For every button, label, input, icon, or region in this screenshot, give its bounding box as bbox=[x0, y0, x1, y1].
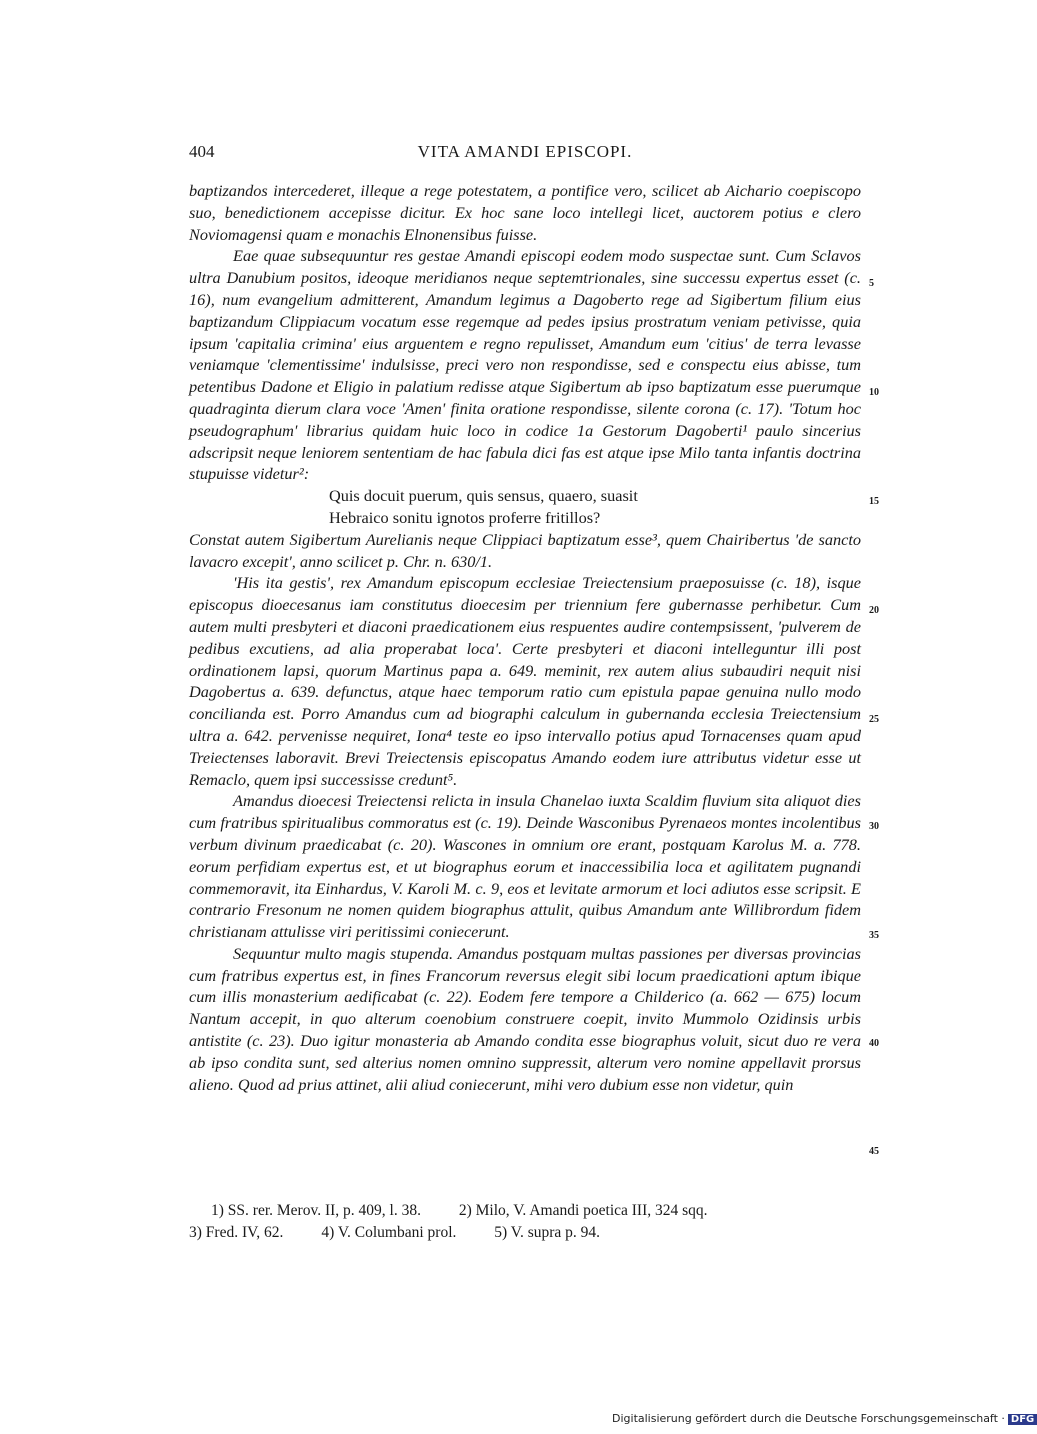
paragraph: 'His ita gestis', rex Amandum episcopum ecclesiae Treiectensium praeposuisse (c. 18), isque episcopus dioecesanus iam constitutus dioecesim per triennium fere gubernasse perhibetur. Cum autem multi presbyteri et diaconi praedicationem eius respuentes audire contempsissent, 'pulverem de pedibus excutiens, ad alia properabat loca'. Certe presbyteri et diaconi intelleguntur illi post ordinationem lapsi, quorum Martinus papa a. 649. meminit, rex autem alius subaudiri nequit nisi Dagobertus a. 639. defunctus, atque haec temporum ratio cum epistula papae genuina nullo modo concilianda est. Porro Amandus cum ad biographi calculum in gubernanda ecclesia Treiectensium ultra a. 642. pervenisse nequiret, Iona⁴ teste eo ipso intervallo potius apud Tornacenses quam apud Treiectenses laboravit. Brevi Treiectensis episcopatus Amando eodem iure attributus videtur esse ut Remaclo, quem ipsi successisse credunt⁵. bbox=[189, 573, 861, 789]
paragraph: Sequuntur multo magis stupenda. Amandus postquam multas passiones per diversas provincias cum fratribus expertus est, in fines Francorum reversus elegit sibi locum praedicationi aptum ibique cum illis monasterium aedificabat (c. 22). Eodem fere tempore a Childerico (a. 662 — 675) locum Nantum accepit, in quo alterum coenobium construere coepit, invito Mummolo Ozidinsis urbis antistite (c. 23). Duo igitur monasteria ab Amando condita esse biographus voluit, sicut duo re vera ab ipso condita sunt, sed alterius nomen omnino suppressit, alterum vero nomine appellavit prorsus alieno. Quod ad prius attinet, alii aliud coniecerunt, mihi vero dubium esse non videtur, quin bbox=[189, 943, 861, 1094]
line-number: 10 bbox=[869, 387, 879, 398]
running-title: VITA AMANDI EPISCOPI. bbox=[417, 142, 633, 161]
digitization-credit bbox=[612, 1412, 1037, 1425]
paragraph: baptizandos intercederet, illeque a rege potestatem, a pontifice vero, scilicet ab Aichario coepiscopo suo, benedictionem accepisse dicitur. Ex hoc sane loco intellegi licet, auctorem potius e clero Noviomagensi quam e monachis Elnonensibus fuisse. bbox=[189, 181, 861, 244]
line-number: 5 bbox=[869, 278, 874, 289]
footnote: 2) Milo, V. Amandi poetica III, 324 sqq. bbox=[458, 1202, 708, 1219]
page-number: 404 bbox=[189, 142, 215, 161]
page-header bbox=[189, 142, 861, 164]
line-number: 30 bbox=[869, 821, 879, 832]
line-number: 20 bbox=[869, 605, 879, 616]
line-number: 45 bbox=[869, 1146, 879, 1157]
paragraph: Amandus dioecesi Treiectensi relicta in insula Chanelao iuxta Scaldim fluvium sita aliquot dies cum fratribus spiritualibus commoratus est (c. 19). Deinde Wasconibus Pyrenaeos montes incolentibus verbum divinum praedicabat (c. 20). Wascones in omnium ore erant, postquam Karolus M. a. 778. eorum perfidiam expertus est, et ut biographus eorum et inaccessibilia loca et agilitatem pugnandi commemoravit, ita Einhardus, V. Karoli M. c. 9, eos et levitate armorum et loci adiutos esse scripsit. E contrario Fresonum ne nomen quidem biographus attulit, quibus Amandum ante Willibrordum fidem christianam attulisse viri peritissimi coniecerunt. bbox=[189, 791, 861, 942]
footnote: 4) V. Columbani prol. bbox=[321, 1224, 457, 1241]
footnote: 3) Fred. IV, 62. bbox=[189, 1224, 284, 1241]
credit-text: Digitalisierung gefördert durch die Deutsche Forschungsgemeinschaft · bbox=[612, 1412, 1005, 1425]
line-number: 25 bbox=[869, 714, 879, 725]
footnote: 5) V. supra p. 94. bbox=[494, 1224, 601, 1241]
verse-line: Hebraico sonitu ignotos proferre fritillos? bbox=[329, 507, 601, 527]
footnotes bbox=[189, 1200, 861, 1244]
verse-line: Quis docuit puerum, quis sensus, quaero, suasit bbox=[329, 486, 638, 506]
dfg-logo: DFG bbox=[1008, 1414, 1037, 1425]
footnote: 1) SS. rer. Merov. II, p. 409, l. 38. bbox=[211, 1202, 421, 1219]
paragraph: Eae quae subsequuntur res gestae Amandi episcopi eodem modo suspectae sunt. Cum Sclavos ultra Danubium positos, ideoque meridianos neque septemtrionales, sine successu expertus esset (c. 16), num evangelium admitterent, Amandum legimus a Dagoberto rege ad Sigibertum filium eius baptizandum Clippiacum vocatum esse regemque ad pedes ipsius prostratum veniam petivisse, quia ipsum 'capitalia crimina' eius arguentem e regno repulisset, Amandum eum 'citius' de terra levasse veniamque 'clementissime' indulsisse, preci vero non respondisse, sed e conspectu eius abisse, tum petentibus Dadone et Eligio in palatium redisse atque Sigibertum ab ipso baptizatum esse puerumque quadraginta dierum clara voce 'Amen' finita oratione respondisse, silente corona (c. 17). 'Totum hoc pseudographum' librarius quidam huic loco in codice 1a Gestorum Dagoberti¹ paulo sincerius adscripsit neque leniorem sententiam de hac fabula dici fas est atque ipse Milo tanta infantis doctrina stupuisse videtur²: bbox=[189, 246, 861, 484]
paragraph: Constat autem Sigibertum Aurelianis neque Clippiaci baptizatum esse³, quem Chairibertus 'de sancto lavacro excepit', anno scilicet p. Chr. n. 630/1. bbox=[189, 529, 861, 571]
line-number: 15 bbox=[869, 496, 879, 507]
main-text bbox=[189, 180, 879, 1157]
line-number: 35 bbox=[869, 930, 879, 941]
line-number: 40 bbox=[869, 1038, 879, 1049]
